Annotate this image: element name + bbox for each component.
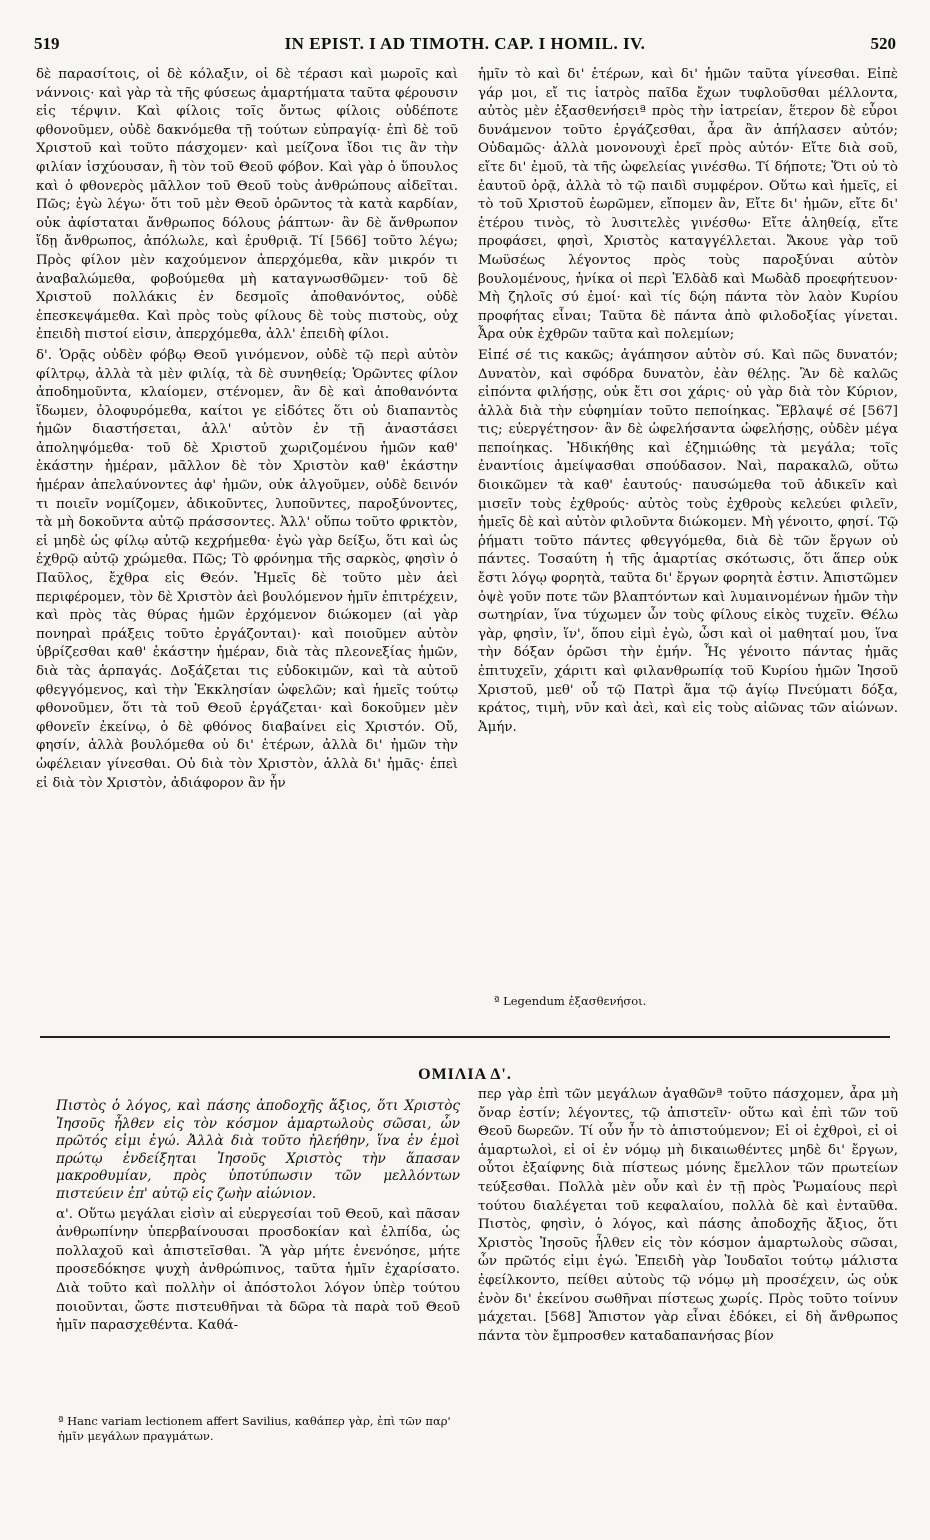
- column-top-left: [36, 66, 458, 793]
- footnote-left: ª Hanc variam lectionem affert Savilius, καθάπερ γὰρ, ἐπὶ τῶν παρ' ἡμῖν μεγάλων πραγμάτων.: [58, 1414, 451, 1443]
- page-number-left: 519: [34, 34, 60, 53]
- column-bottom-right: [478, 1086, 898, 1346]
- column-top-right: [478, 66, 898, 737]
- paragraph: περ γὰρ ἐπὶ τῶν μεγάλων ἀγαθῶνª τοῦτο πάσχομεν, ἆρα μὴ ὄναρ ἐστίν; λέγοντες, τῷ ἀπιστεῖν· οὕτω καὶ ἐπὶ τῶν τοῦ Θεοῦ δωρεῶν. Τί οὖν ἦν τὸ ἀπιστούμενον; Εἰ οἱ ἐχθροὶ, εἰ οἱ ἁμαρτωλοὶ, εἰ οἱ ἐν νόμῳ μὴ δικαιωθέντες μηδὲ δι' ἔργων, οὗτοι ἐξαίφνης διὰ πίστεως μόνης ἔμελλον τῶν πρωτείων τεύξεσθαι. Πολλὰ μὲν οὖν καὶ ἐν τῇ πρὸς Ῥωμαίους περὶ τούτου διαλέγεται τοῦ κεφαλαίου, πολλὰ δὲ καὶ ἐνταῦθα. Πιστὸς, φησὶν, ὁ λόγος, καὶ πάσης ἀποδοχῆς ἄξιος, ὅτι Χριστὸς Ἰησοῦς ἦλθεν εἰς τὸν κόσμον ἁμαρτωλοὺς σῶσαι, ὧν πρῶτός εἰμι ἐγώ. Ἐπειδὴ γὰρ Ἰουδαῖοι τούτῳ μάλιστα ἐφείλκοντο, πείθει αὐτοὺς τῷ νόμῳ μὴ προσέχειν, ὡς οὐκ ἐνὸν δι' ἐκείνου σωθῆναι πίστεως χωρίς. Πρὸς τοῦτο τοίνυν μάχεται. [568] Ἄπιστον γὰρ εἶναι ἐδόκει, εἰ δὴ ἄνθρωπος πάντα τὸν ἔμπροσθεν καταδαπανήσας βίον: [478, 1087, 898, 1344]
- homily-title: ΟΜΙΛΙΑ Δ'.: [418, 1066, 512, 1083]
- paragraph: α'. Οὕτω μεγάλαι εἰσὶν αἱ εὐεργεσίαι τοῦ Θεοῦ, καὶ πᾶσαν ἀνθρωπίνην ὑπερβαίνουσαι προσδοκίαν καὶ ἐλπίδα, ὡς πολλαχοῦ καὶ ἀπιστεῖσθαι. Ἃ γὰρ μήτε ἐνενόησε, μήτε προσεδόκησε ψυχὴ ἀνθρώπινος, ταῦτα ἡμῖν ἐχαρίσατο. Διὰ τοῦτο καὶ πολλὴν οἱ ἀπόστολοι λόγον ὑπὲρ τούτου ποιοῦνται, ὥστε πιστευθῆναι τὰ δῶρα τὰ παρὰ τοῦ Θεοῦ ἡμῖν παρασχεθέντα. Καθά-: [56, 1206, 460, 1334]
- page-number-right: 520: [870, 34, 896, 53]
- footnote-right: ª Legendum ἐξασθενήσοι.: [494, 994, 647, 1008]
- scripture-lemma: Πιστὸς ὁ λόγος, καὶ πάσης ἀποδοχῆς ἄξιος, ὅτι Χριστὸς Ἰησοῦς ἦλθεν εἰς τὸν κόσμον ἁμαρτωλοὺς σῶσαι, ὧν πρῶτός εἰμι ἐγώ. Ἀλλὰ διὰ τοῦτο ἠλεήθην, ἵνα ἐν ἐμοὶ πρώτῳ ἐνδείξηται Ἰησοῦς Χριστὸς τὴν ἅπασαν μακροθυμίαν, πρὸς ὑποτύπωσιν τῶν μελλόντων πιστεύειν ἐπ' αὐτῷ εἰς ζωὴν αἰώνιον.: [56, 1098, 460, 1202]
- paragraph: Εἰπέ σέ τις κακῶς; ἀγάπησον αὐτὸν σύ. Καὶ πῶς δυνατόν; Δυνατὸν, καὶ σφόδρα δυνατὸν, ἐὰν θέλῃς. Ἂν δὲ καλῶς εἰπόντα φιλήσῃς, οὐκ ἔτι σοι χάρις· οὐ γὰρ διὰ τὸν Κύριον, ἀλλὰ διὰ τὴν εὐφημίαν τοῦτο πεποίηκας. Ἔβλαψέ σέ [567] τις; εὐεργέτησον· ἂν δὲ ὠφελήσαντα ὠφελήσῃς, οὐδὲν μέγα πεποίηκας. Ἠδικήθης καὶ ἐζημιώθης τὰ μεγάλα; τοῖς ἐναντίοις ἀμείψασθαι σπούδασον. Ναὶ, παρακαλῶ, οὕτω διοικῶμεν τὰ καθ' ἑαυτούς· παυσώμεθα τοῦ ἀδικεῖν καὶ μισεῖν τοὺς ἐχθρούς· αὐτὸς τοὺς ἐχθροὺς κελεύει φιλεῖν, ἡμεῖς δὲ καὶ αὐτὸν φιλοῦντα διώκομεν. Μὴ γένοιτο, φησί. Τῷ ῥήματι τοῦτο πάντες φθεγγόμεθα, διὰ δὲ τῶν ἔργων οὐ πάντες. Τοσαύτη ἡ τῆς ἁμαρτίας σκότωσις, ὅτι ἅπερ οὐκ ἔστι λόγῳ φορητὰ, ταῦτα δι' ἔργων φορητὰ ἐστιν. Ἀπιστῶμεν ὀψὲ γοῦν ποτε τῶν βλαπτόντων καὶ λυμαινομένων ἡμῶν τὴν σωτηρίαν, ἵνα τύχωμεν ὧν τοὺς φίλους εἰκὸς τυχεῖν. Θέλω γὰρ, φησὶν, ἵν', ὅπου εἰμὶ ἐγὼ, ὦσι καὶ οἱ μαθηταί μου, ἵνα τὴν δόξαν ὁρῶσι τὴν ἐμήν. Ἧς γένοιτο πάντας ἡμᾶς ἐπιτυχεῖν, χάριτι καὶ φιλανθρωπίᾳ τοῦ Κυρίου ἡμῶν Ἰησοῦ Χριστοῦ, μεθ' οὗ τῷ Πατρὶ ἅμα τῷ ἁγίῳ Πνεύματι δόξα, κράτος, τιμὴ, νῦν καὶ ἀεὶ, καὶ εἰς τοὺς αἰῶνας τῶν αἰώνων. Ἀμήν.: [478, 347, 898, 735]
- paragraph: δὲ παρασίτοις, οἱ δὲ κόλαξιν, οἱ δὲ τέρασι καὶ μωροῖς καὶ νάννοις· καὶ γὰρ τὰ τῆς φύσεως ἁμαρτήματα ταῦτα φέρουσιν εἰς τέρψιν. Καὶ φίλοις τοῖς ὄντως φίλοις οὐδέποτε φθονοῦμεν, οὐδὲ δακνόμεθα τῇ τούτων εὐπραγίᾳ· ἐπὶ δὲ τοῦ Χριστοῦ καὶ τοῦτο πάσχομεν· καὶ μείζονα ἴδοι τις ἂν τὴν φιλίαν ἰσχύουσαν, ἢ τὸν τοῦ Θεοῦ φόβον. Καὶ γὰρ ὁ ὕπουλος καὶ ὁ φθονερὸς μᾶλλον τοῦ Θεοῦ τοὺς ἀνθρώπους αἰδεῖται. Πῶς; ἐγὼ λέγω· ὅτι τοῦ μὲν Θεοῦ ὁρῶντος τὰ κατὰ καρδίαν, οὐκ ἀφίσταται ἄνθρωπος δόλους ῥάπτων· ἂν δὲ ἄνθρωπον ἴδῃ ἄνθρωπος, ἀπόλωλε, καὶ ἐρυθριᾷ. Τί [566] τοῦτο λέγω; Πρὸς φίλον μὲν καχούμενον ἀπερχόμεθα, κἂν μικρόν τι ἀναβαλώμεθα, φοβούμεθα μὴ καταγνωσθῶμεν· τοῦ δὲ Χριστοῦ πολλάκις ἐν δεσμοῖς ἀποθανόντος, οὐδὲ ἐπεσκεψάμεθα. Καὶ πρὸς τοὺς φίλους δὲ τοὺς πιστοὺς, οὐχ ἐπειδὴ πιστοί εἰσιν, ἀπερχόμεθα, ἀλλ' ἐπειδὴ φίλοι.: [36, 67, 458, 343]
- section-divider: [40, 1036, 890, 1038]
- running-title: IN EPIST. I AD TIMOTH. CAP. I HOMIL. IV.: [284, 34, 646, 53]
- paragraph: ἡμῖν τὸ καὶ δι' ἑτέρων, καὶ δι' ἡμῶν ταῦτα γίνεσθαι. Εἰπὲ γάρ μοι, εἴ τις ἰατρὸς παῖδα ἔχων τυφλοῦσθαι μέλλοντα, αὐτὸς μὲν ἐξασθενήσειª πρὸς τὴν ἰατρείαν, ἕτερον δὲ εὗροι δυνάμενον τοῦτο ἐργάζεσθαι, ἆρα ἂν ἀπήλασεν αὐτόν; Οὐδαμῶς· ἀλλὰ μονονουχὶ ἐρεῖ πρὸς αὐτόν· Εἴτε διὰ σοῦ, εἴτε δι' ἐμοῦ, τὰ τῆς ὠφελείας γινέσθω. Τί δήποτε; Ὅτι οὐ τὸ ἑαυτοῦ ὁρᾷ, ἀλλὰ τὸ τῷ παιδὶ συμφέρον. Οὕτω καὶ ἡμεῖς, εἰ τὸ τοῦ Χριστοῦ ἑωρῶμεν, εἴπομεν ἂν, Εἴτε δι' ἡμῶν, εἴτε δι' ἑτέρου τινὸς, τὸ λυσιτελὲς γινέσθω· Εἴτε ἀληθείᾳ, εἴτε προφάσει, φησὶ, Χριστὸς καταγγέλλεται. Ἄκουε γὰρ τοῦ Μωϋσέως λέγοντος πρὸς τοὺς παροξύναι αὐτὸν βουλομένους, ἡνίκα οἱ περὶ Ἐλδὰδ καὶ Μωδὰδ προεφήτευον· Μὴ ζηλοῖς σύ ἐμοί· καὶ τίς δῴη πάντα τὸν λαὸν Κυρίου προφήτας εἶναι; Ταῦτα δὲ πάντα ἀπὸ φιλοδοξίας γίνεται. Ἆρα οὐκ ἐχθρῶν ταῦτα καὶ πολεμίων;: [478, 67, 898, 343]
- running-header: [34, 34, 896, 56]
- column-bottom-left: [56, 1098, 460, 1336]
- paragraph: δ'. Ὁρᾷς οὐδὲν φόβῳ Θεοῦ γινόμενον, οὐδὲ τῷ περὶ αὐτὸν φίλτρῳ, ἀλλὰ τὰ μὲν φιλίᾳ, τὰ δὲ συνηθείᾳ; Ὁρῶντες φίλον ἀποδημοῦντα, κλαίομεν, στένομεν, ἂν δὲ καὶ ἀποθανόντα ἴδωμεν, ὀλοφυρόμεθα, καίτοι γε εἰδότες ὅτι οὐ διαπαντὸς ἡμῶν διαστήσεται, ἀλλ' αὐτὸν ἐν τῇ ἀναστάσει ἀποληψόμεθα· τοῦ δὲ Χριστοῦ χωριζομένου ἡμῶν καθ' ἑκάστην ἡμέραν, μᾶλλον δὲ τὸν Χριστὸν καθ' ἑκάστην ἡμέραν ἀπελαύνοντες ἀφ' ἡμῶν, οὐκ ἀλγοῦμεν, οὐδὲ δεινόν τι ποιεῖν νομίζομεν, ἀδικοῦντες, λυποῦντες, παροξύνοντες, τὰ μὴ δοκοῦντα αὐτῷ πράσσοντες. Ἀλλ' οὕπω τοῦτο φρικτὸν, εἰ μηδὲ ὡς φίλῳ αὐτῷ κεχρήμεθα· ἐγὼ γὰρ δείξω, ὅτι καὶ ὡς ἐχθρῷ αὐτῷ χρώμεθα. Πῶς; Τὸ φρόνημα τῆς σαρκὸς, φησὶν ὁ Παῦλος, ἔχθρα εἰς Θεόν. Ἡμεῖς δὲ τοῦτο μὲν ἀεὶ περιφέρομεν, τὸν δὲ Χριστὸν ἀεὶ βουλόμενον ἡμῖν ἐπιτρέχειν, καὶ πρὸς τὰς θύρας ἡμῶν ἐρχόμενον διώκομεν (αἱ γὰρ πονηραὶ πράξεις τοῦτο ἐργάζονται)· καὶ ποιοῦμεν αὐτὸν ὑβρίζεσθαι καθ' ἑκάστην ἡμέραν, διὰ τὰς πλεονεξίας ἡμῶν, διὰ τὰς ἁρπαγάς. Δοξάζεται τις εὐδοκιμῶν, καὶ τὰ αὐτοῦ φθεγγόμενος, καὶ τὴν Ἐκκλησίαν ὠφελῶν; καὶ ἡμεῖς τούτῳ φθονοῦμεν, ὅτι τὰ τοῦ Θεοῦ ἐργάζεται· καὶ δοκοῦμεν μὲν φθονεῖν ἐκείνῳ, ὁ δὲ φθόνος διαβαίνει εἰς Χριστόν. Οὔ, φησίν, ἀλλὰ βουλόμεθα οὐ δι' ἑτέρων, ἀλλὰ δι' ἡμῶν τὴν ὠφέλειαν γίνεσθαι. Οὐ διὰ τὸν Χριστὸν, ἀλλὰ δι' ἡμᾶς· ἐπεὶ εἰ διὰ τὸν Χριστὸν, ἀδιάφορον ἂν ἦν: [36, 347, 458, 791]
